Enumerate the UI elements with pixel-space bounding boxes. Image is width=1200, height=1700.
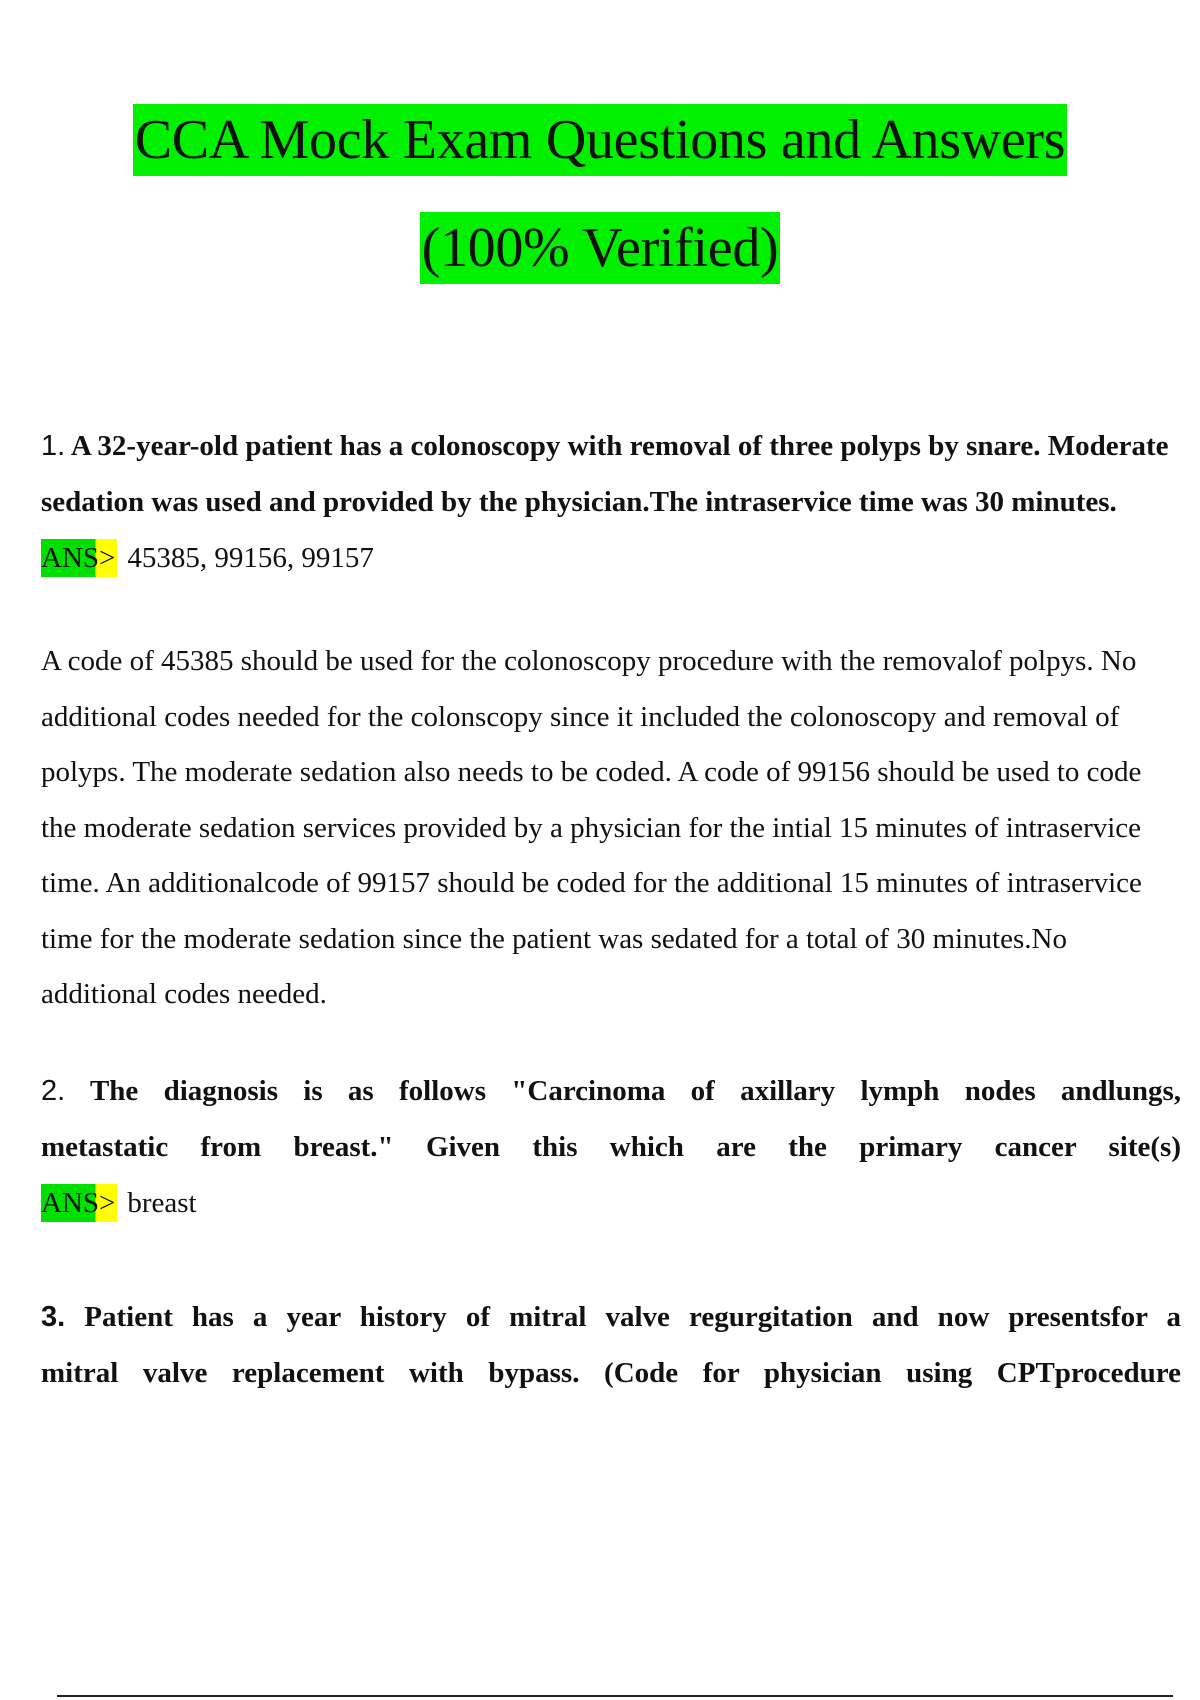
title-line-1: CCA Mock Exam Questions and Answers [133,104,1068,176]
answer-text: breast [127,1186,197,1219]
answer-2 [41,1175,1181,1231]
question-2 [41,1063,1181,1175]
question-text-line-1: The diagnosis is as follows "Carcinoma of axillary lymph nodes andlungs, [65,1074,1181,1107]
question-text: A 32-year-old patient has a colonoscopy with removal of three polyps by snare. Moderate sedation was used and provided by the physician.The intraservice time was 30 minutes. [41,430,1169,518]
title-line-2: (100% Verified) [420,212,781,284]
question-text-line-2: metastatic from breast." Given this which are the primary cancer site(s) [41,1130,1181,1163]
page-bottom-divider [57,1695,1173,1697]
question-text-line-2: mitral valve replacement with bypass. (Code for physician using CPTprocedure [41,1356,1181,1389]
document-title [0,104,1200,284]
question-text-line-1: Patient has a year history of mitral valve regurgitation and now presentsfor a [65,1300,1181,1333]
answer-1 [41,530,1181,586]
question-3 [41,1289,1181,1401]
answer-label: ANS> [41,1184,117,1222]
explanation-1: A code of 45385 should be used for the colonoscopy procedure with the removalof polpys. No additional codes needed for the colonscopy since it included the colonoscopy and removal of polyps. The moderate sedation also needs to be coded. A code of 99156 should be used to code the moderate sedation services provided by a physician for the intial 15 minutes of intraservice time. An additionalcode of 99157 should be coded for the additional 15 minutes of intraservice time for the moderate sedation since the patient was sedated for a total of 30 minutes.No additional codes needed. [41,645,1142,1010]
question-number: 1. [41,430,66,462]
question-1 [41,418,1181,530]
question-number: 2. [41,1074,66,1107]
answer-label: ANS> [41,539,117,577]
question-number: 3. [41,1300,66,1333]
document-body [41,418,1181,1401]
answer-text: 45385, 99156, 99157 [127,542,374,574]
